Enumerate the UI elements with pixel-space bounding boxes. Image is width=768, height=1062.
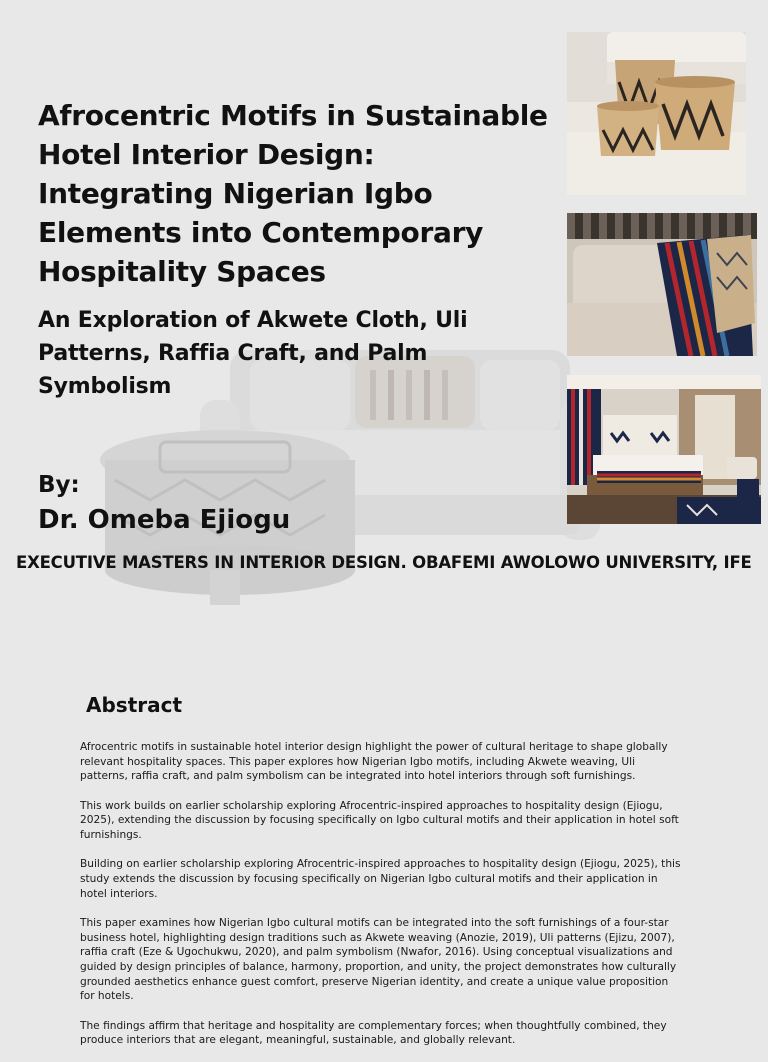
- abstract-paragraph: This work builds on earlier scholarship exploring Afrocentric-inspired approaches to hospitality design (Ejiogu, 2025), extending the discussion by focusing specifically on Igbo cultural motifs and their application in hotel soft furnishings.: [80, 799, 679, 842]
- sofa-with-akwete-throw-photo: [567, 213, 757, 356]
- paper-title: Afrocentric Motifs in Sustainable Hotel Interior Design: Integrating Nigerian Igbo Elements into Contemporary Hospitality Spaces: [38, 99, 548, 288]
- abstract-paragraph: Afrocentric motifs in sustainable hotel interior design highlight the power of cultural heritage to shape globally relevant hospitality spaces. This paper explores how Nigerian Igbo motifs, including Akwete weaving, Uli patterns, raffia craft, and palm symbolism can be integrated into hotel interiors through soft furnishings.: [80, 741, 668, 783]
- byline-label: By:: [38, 472, 80, 498]
- abstract-paragraph: Building on earlier scholarship exploring Afrocentric-inspired approaches to hospitality design (Ejiogu, 2025), this study extends the discussion by focusing specifically on Nigerian Igbo cultural motifs and their application in hotel interiors.: [80, 858, 681, 900]
- abstract-paragraph: This paper examines how Nigerian Igbo cultural motifs can be integrated into the soft furnishings of a four-star business hotel, highlighting design traditions such as Akwete weaving (Anozie, 2019), Uli patterns (Ejizu, 2007), raffia craft (Eze & Ugochukwu, 2020), and palm symbolism (Nwafor, 2016). Using conceptual visualizations and guided by design principles of balance, harmony, proportion, and unity, the project demonstrates how culturally grounded aesthetics enhance guest comfort, preserve Nigerian identity, and create a unique value proposition for hotels.: [80, 916, 677, 1003]
- author-affiliation: EXECUTIVE MASTERS IN INTERIOR DESIGN. OBAFEMI AWOLOWO UNIVERSITY, IFE: [16, 553, 752, 572]
- abstract-body: [80, 740, 686, 1062]
- woven-raffia-baskets-photo: [567, 32, 746, 195]
- abstract-paragraph: The findings affirm that heritage and hospitality are complementary forces; when thoughtfully combined, they produce interiors that are elegant, meaningful, sustainable, and globally relevant.: [80, 1019, 667, 1047]
- hotel-bedroom-photo: [567, 375, 761, 524]
- paper-subtitle: An Exploration of Akwete Cloth, Uli Patterns, Raffia Craft, and Palm Symbolism: [38, 308, 468, 399]
- abstract-heading: Abstract: [86, 693, 183, 717]
- author-name: Dr. Omeba Ejiogu: [38, 505, 291, 535]
